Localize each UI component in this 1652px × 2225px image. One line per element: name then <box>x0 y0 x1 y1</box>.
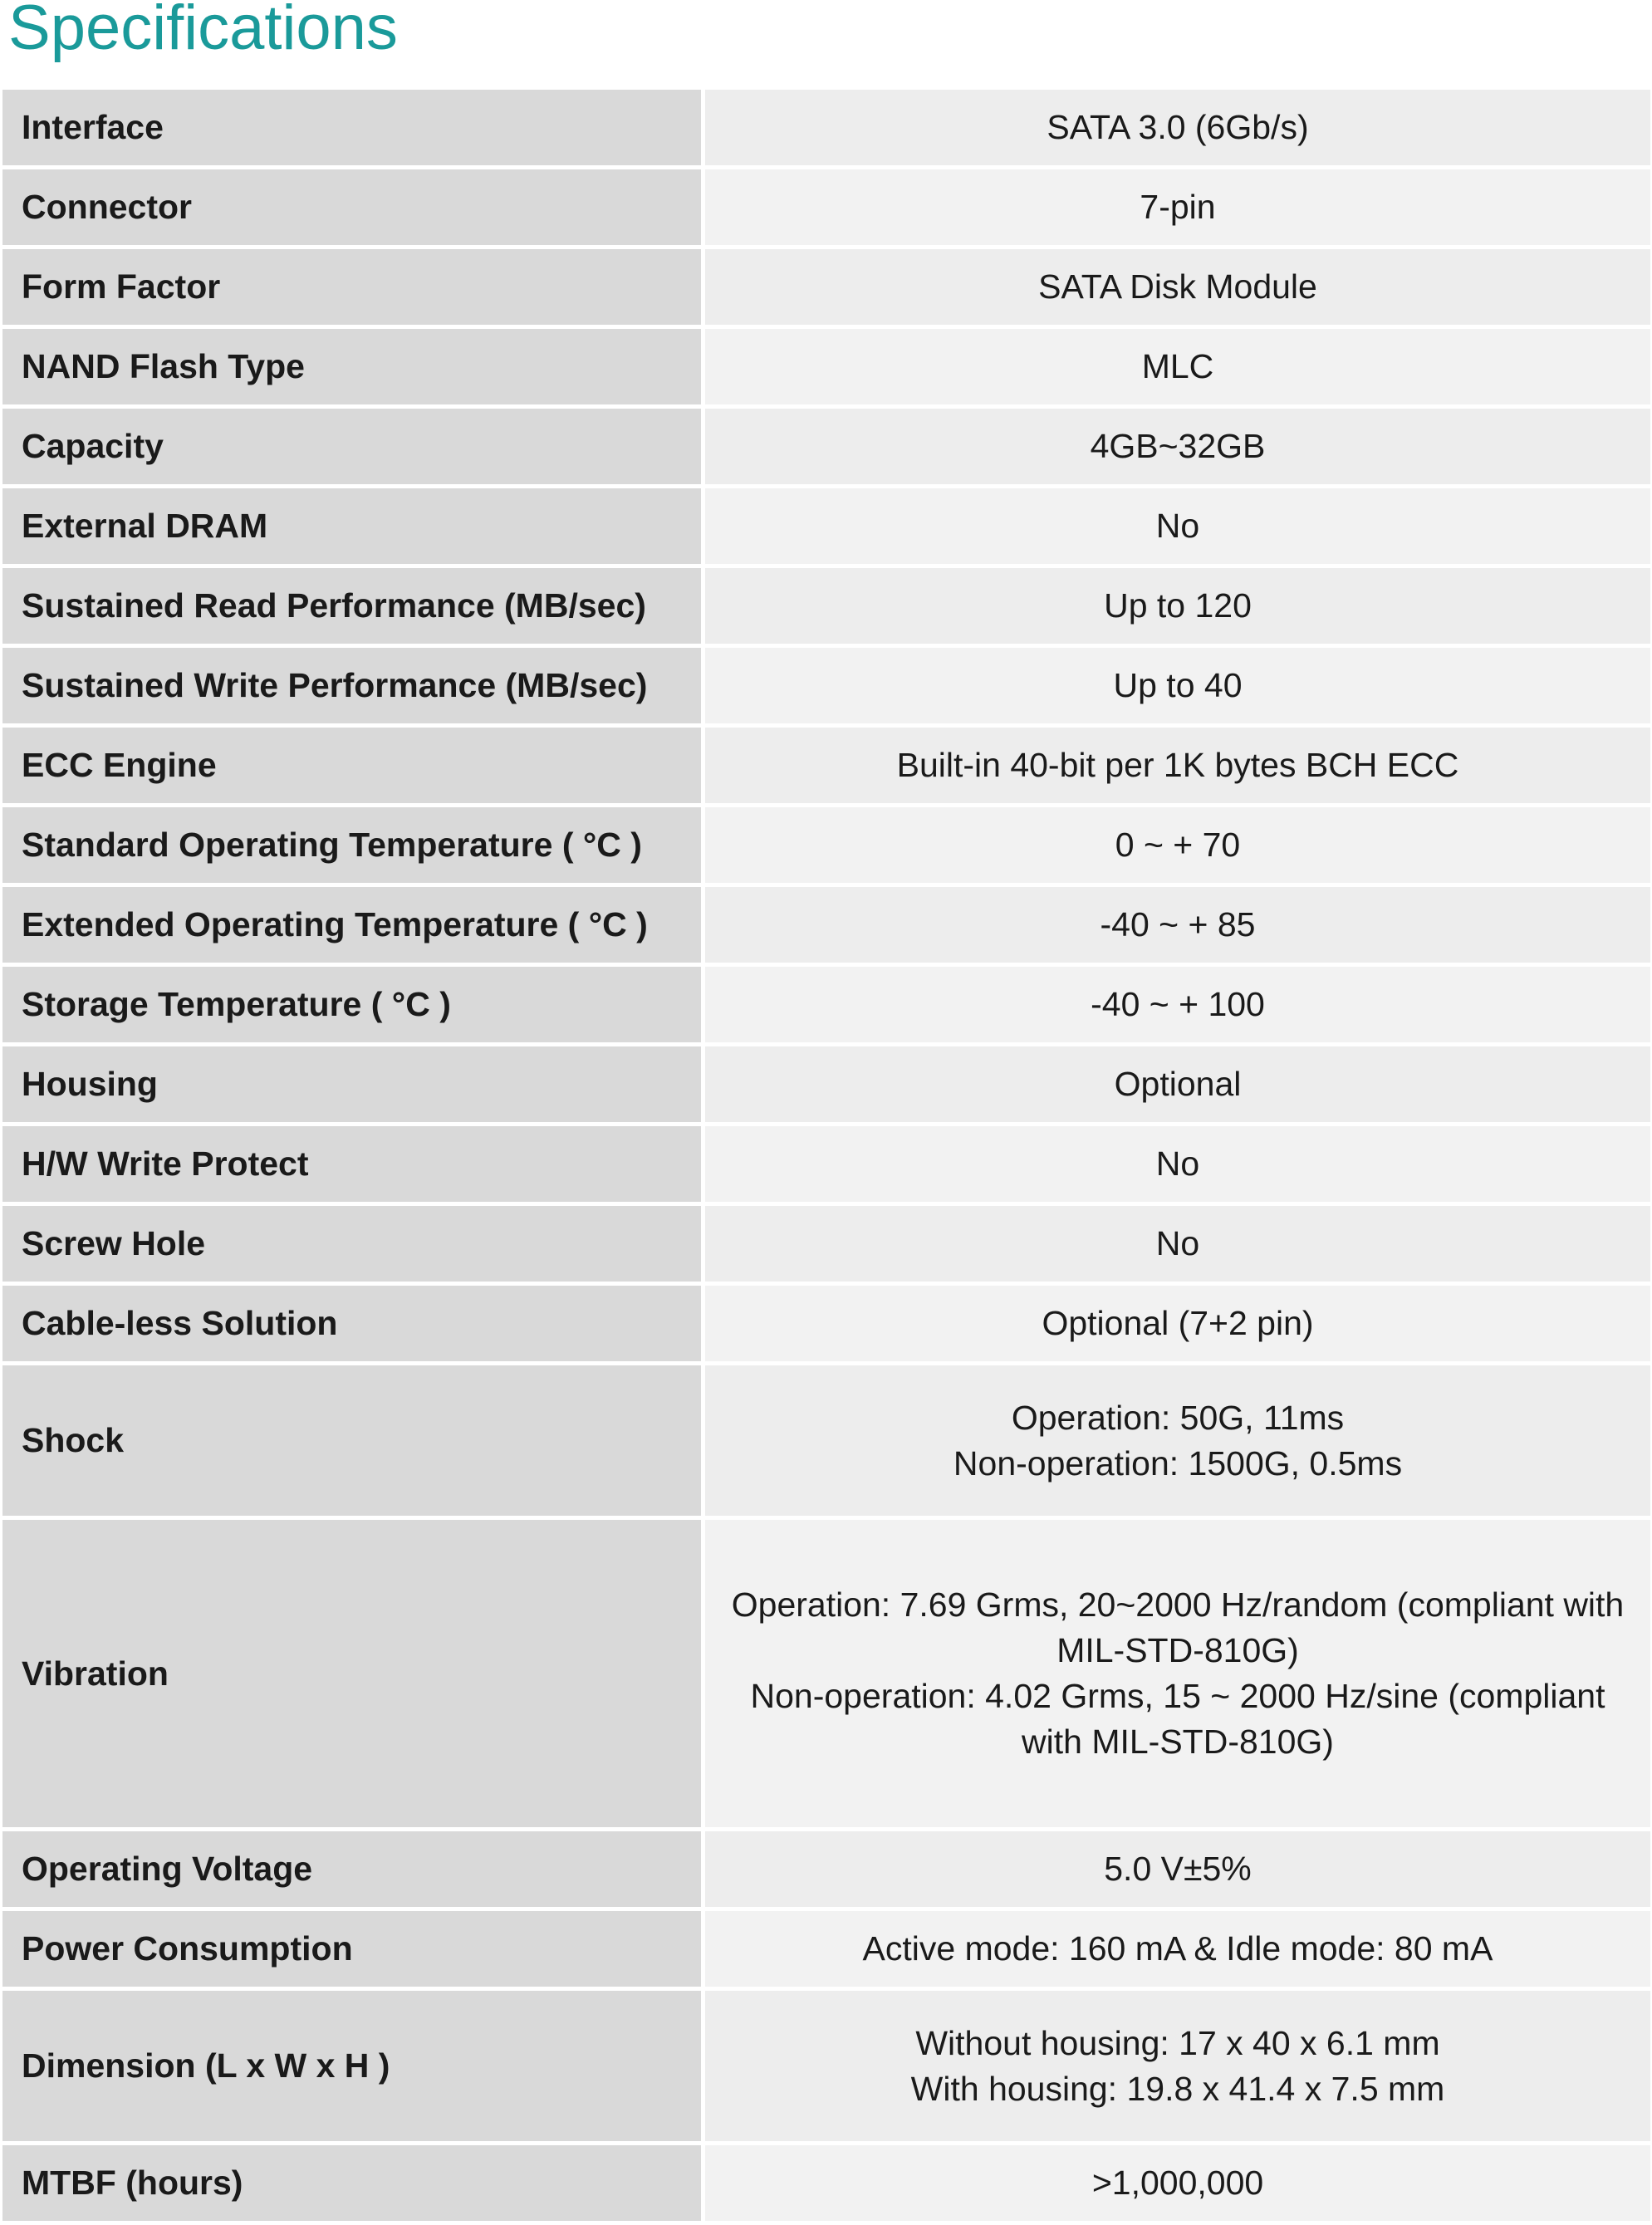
spec-label: Power Consumption <box>2 1911 705 1987</box>
spec-label: Connector <box>2 169 705 245</box>
spec-value <box>705 1911 1650 1987</box>
spec-row <box>2 1206 1650 1282</box>
specifications-table <box>2 86 1650 2225</box>
spec-value <box>705 568 1650 644</box>
spec-row <box>2 488 1650 564</box>
spec-row <box>2 2145 1650 2221</box>
spec-label: External DRAM <box>2 488 705 564</box>
spec-row <box>2 568 1650 644</box>
spec-row <box>2 807 1650 883</box>
spec-value-line: With housing: 19.8 x 41.4 x 7.5 mm <box>910 2069 1445 2108</box>
spec-row <box>2 90 1650 165</box>
spec-label: Housing <box>2 1046 705 1122</box>
spec-label: Storage Temperature ( °C ) <box>2 967 705 1042</box>
spec-value <box>705 488 1650 564</box>
spec-row <box>2 1365 1650 1516</box>
spec-value <box>705 1046 1650 1122</box>
spec-value <box>705 409 1650 484</box>
spec-row <box>2 1126 1650 1202</box>
spec-value <box>705 807 1650 883</box>
spec-label: MTBF (hours) <box>2 2145 705 2221</box>
spec-value-line: Optional (7+2 pin) <box>1042 1304 1314 1342</box>
spec-value-line: 4GB~32GB <box>1090 427 1266 465</box>
spec-value-line: Built-in 40-bit per 1K bytes BCH ECC <box>896 746 1459 784</box>
spec-value-line: MIL-STD-810G) <box>1056 1631 1299 1669</box>
spec-row <box>2 409 1650 484</box>
spec-row <box>2 1286 1650 1361</box>
spec-value <box>705 1831 1650 1907</box>
spec-value <box>705 329 1650 404</box>
spec-value-line: Optional <box>1114 1065 1242 1103</box>
spec-value-line: MLC <box>1141 347 1214 385</box>
spec-label: NAND Flash Type <box>2 329 705 404</box>
spec-row <box>2 249 1650 325</box>
spec-label: Vibration <box>2 1520 705 1827</box>
spec-row <box>2 169 1650 245</box>
spec-value <box>705 2145 1650 2221</box>
spec-label: Form Factor <box>2 249 705 325</box>
spec-label: H/W Write Protect <box>2 1126 705 1202</box>
spec-value-line: Active mode: 160 mA & Idle mode: 80 mA <box>862 1929 1493 1968</box>
spec-label: Capacity <box>2 409 705 484</box>
spec-label: Sustained Write Performance (MB/sec) <box>2 648 705 723</box>
spec-row <box>2 1046 1650 1122</box>
spec-value <box>705 728 1650 803</box>
spec-row <box>2 967 1650 1042</box>
spec-value-line: No <box>1155 507 1200 545</box>
spec-value-line: Operation: 50G, 11ms <box>1011 1398 1345 1437</box>
specifications-table-body <box>2 90 1650 2221</box>
spec-label: Dimension (L x W x H ) <box>2 1991 705 2141</box>
spec-value-line: Operation: 7.69 Grms, 20~2000 Hz/random (compliant with <box>731 1585 1625 1624</box>
spec-value-line: 7-pin <box>1140 188 1216 226</box>
spec-value-line: 0 ~ + 70 <box>1115 826 1241 864</box>
page-title: Specifications <box>8 0 398 63</box>
spec-label: Shock <box>2 1365 705 1516</box>
spec-value-line: SATA Disk Module <box>1038 267 1317 306</box>
spec-row <box>2 887 1650 963</box>
spec-label: Extended Operating Temperature ( °C ) <box>2 887 705 963</box>
spec-row <box>2 1911 1650 1987</box>
spec-value-line: -40 ~ + 100 <box>1091 985 1265 1023</box>
spec-value-line: with MIL-STD-810G) <box>1022 1723 1334 1761</box>
spec-label: Cable-less Solution <box>2 1286 705 1361</box>
spec-label: Standard Operating Temperature ( °C ) <box>2 807 705 883</box>
spec-value <box>705 967 1650 1042</box>
spec-value <box>705 1520 1650 1827</box>
spec-value-line: -40 ~ + 85 <box>1100 905 1256 943</box>
spec-row <box>2 1831 1650 1907</box>
spec-row <box>2 728 1650 803</box>
spec-label: Operating Voltage <box>2 1831 705 1907</box>
spec-value-line: Up to 120 <box>1104 586 1252 625</box>
spec-value-line: No <box>1155 1224 1200 1262</box>
spec-value-line: SATA 3.0 (6Gb/s) <box>1047 108 1309 146</box>
spec-value <box>705 1365 1650 1516</box>
spec-label: ECC Engine <box>2 728 705 803</box>
spec-value-line: >1,000,000 <box>1091 2164 1264 2202</box>
spec-value <box>705 249 1650 325</box>
spec-row <box>2 329 1650 404</box>
spec-value <box>705 887 1650 963</box>
spec-value-line: Up to 40 <box>1113 666 1243 704</box>
spec-value <box>705 1206 1650 1282</box>
spec-row <box>2 1991 1650 2141</box>
spec-value-line: Without housing: 17 x 40 x 6.1 mm <box>915 2023 1440 2062</box>
spec-label: Sustained Read Performance (MB/sec) <box>2 568 705 644</box>
spec-label: Interface <box>2 90 705 165</box>
spec-label: Screw Hole <box>2 1206 705 1282</box>
spec-value-line: Non-operation: 1500G, 0.5ms <box>953 1443 1403 1483</box>
spec-value <box>705 1126 1650 1202</box>
spec-value <box>705 1991 1650 2141</box>
spec-value <box>705 648 1650 723</box>
spec-value <box>705 169 1650 245</box>
spec-value <box>705 90 1650 165</box>
spec-value-line: No <box>1155 1144 1200 1183</box>
spec-row <box>2 648 1650 723</box>
spec-row <box>2 1520 1650 1827</box>
spec-value-line: 5.0 V±5% <box>1104 1850 1252 1888</box>
spec-value-line: Non-operation: 4.02 Grms, 15 ~ 2000 Hz/sine (compliant <box>750 1677 1605 1715</box>
spec-value <box>705 1286 1650 1361</box>
